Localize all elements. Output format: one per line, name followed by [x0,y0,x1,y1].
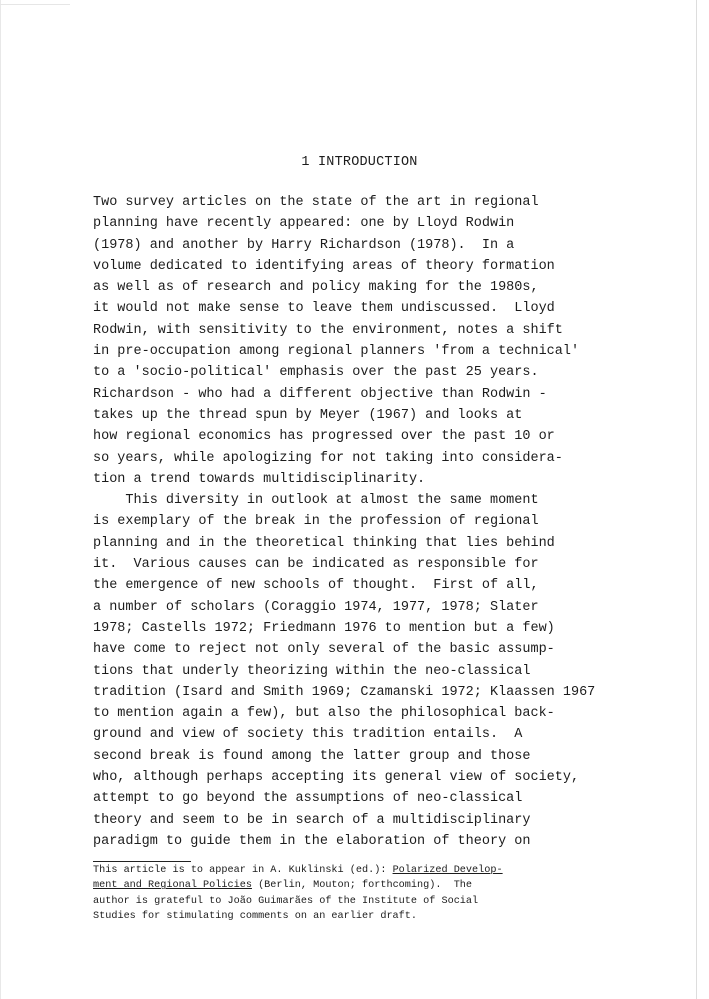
body-line: it would not make sense to leave them undiscussed. Lloyd [93,301,555,317]
body-line: so years, while apologizing for not taking into considera- [93,450,563,466]
body-line: (1978) and another by Harry Richardson (1978). In a [93,237,515,253]
body-line: tradition (Isard and Smith 1969; Czamanski 1972; Klaassen 1967 [93,684,596,700]
body-line: who, although perhaps accepting its general view of society, [93,770,580,786]
body-line: as well as of research and policy making for the 1980s, [93,280,539,296]
footnote-text: (Berlin, Mouton; forthcoming). The [251,880,473,892]
body-line: attempt to go beyond the assumptions of neo-classical [93,791,523,807]
footnote-line-4: Studies for stimulating comments on an earlier draft. [93,911,418,923]
body-line: ground and view of society this tradition entails. A [93,727,523,743]
body-line: how regional economics has progressed over the past 10 or [93,429,555,445]
footnote-rule [93,861,191,862]
footnote-line-2 [93,878,593,893]
body-line: Two survey articles on the state of the art in regional [93,195,539,210]
footnote-line-1 [93,863,593,878]
body-line: planning and in the theoretical thinking that lies behind [93,535,555,551]
body-line: the emergence of new schools of thought. First of all, [93,578,539,594]
footnote-text: This article is to appear in A. Kuklinski (ed.): [93,865,393,876]
section-heading: 1 INTRODUCTION [301,155,418,170]
body-line: second break is found among the latter group and those [93,748,531,764]
book-title-part-2: ment and Regional Policies [93,880,252,892]
page-edge-left [0,0,1,999]
body-line: have come to reject not only several of the basic assump- [93,642,555,658]
page-edge-right [696,0,697,999]
body-line: This diversity in outlook at almost the same moment [93,493,539,509]
body-line: in pre-occupation among regional planners 'from a technical' [93,344,580,360]
body-line: to a 'socio-political' emphasis over the past 25 years. [93,365,539,381]
body-line: volume dedicated to identifying areas of theory formation [93,258,555,274]
body-text [93,192,653,852]
body-line: 1978; Castells 1972; Friedmann 1976 to mention but a few) [93,620,555,636]
footnote [93,863,593,925]
body-line: tion a trend towards multidisciplinarity. [93,471,426,487]
body-line: Richardson - who had a different objective than Rodwin - [93,386,547,402]
body-line: paradigm to guide them in the elaboration of theory on [93,833,531,849]
body-line: takes up the thread spun by Meyer (1967) and looks at [93,407,523,423]
book-title-part-1: Polarized Develop- [392,865,503,876]
body-line: it. Various causes can be indicated as responsible for [93,557,539,573]
body-line: is exemplary of the break in the profession of regional [93,514,539,530]
body-line: planning have recently appeared: one by Lloyd Rodwin [93,216,515,232]
body-line: a number of scholars (Coraggio 1974, 1977, 1978; Slater [93,599,539,615]
body-line: tions that underly theorizing within the neo-classical [93,663,531,679]
body-line: to mention again a few), but also the philosophical back- [93,706,555,722]
body-line: theory and seem to be in search of a multidisciplinary [93,812,531,828]
footnote-line-3: author is grateful to João Guimarães of the Institute of Social [93,895,479,907]
scan-artifact-rule [0,4,70,5]
body-line: Rodwin, with sensitivity to the environment, notes a shift [93,322,563,338]
